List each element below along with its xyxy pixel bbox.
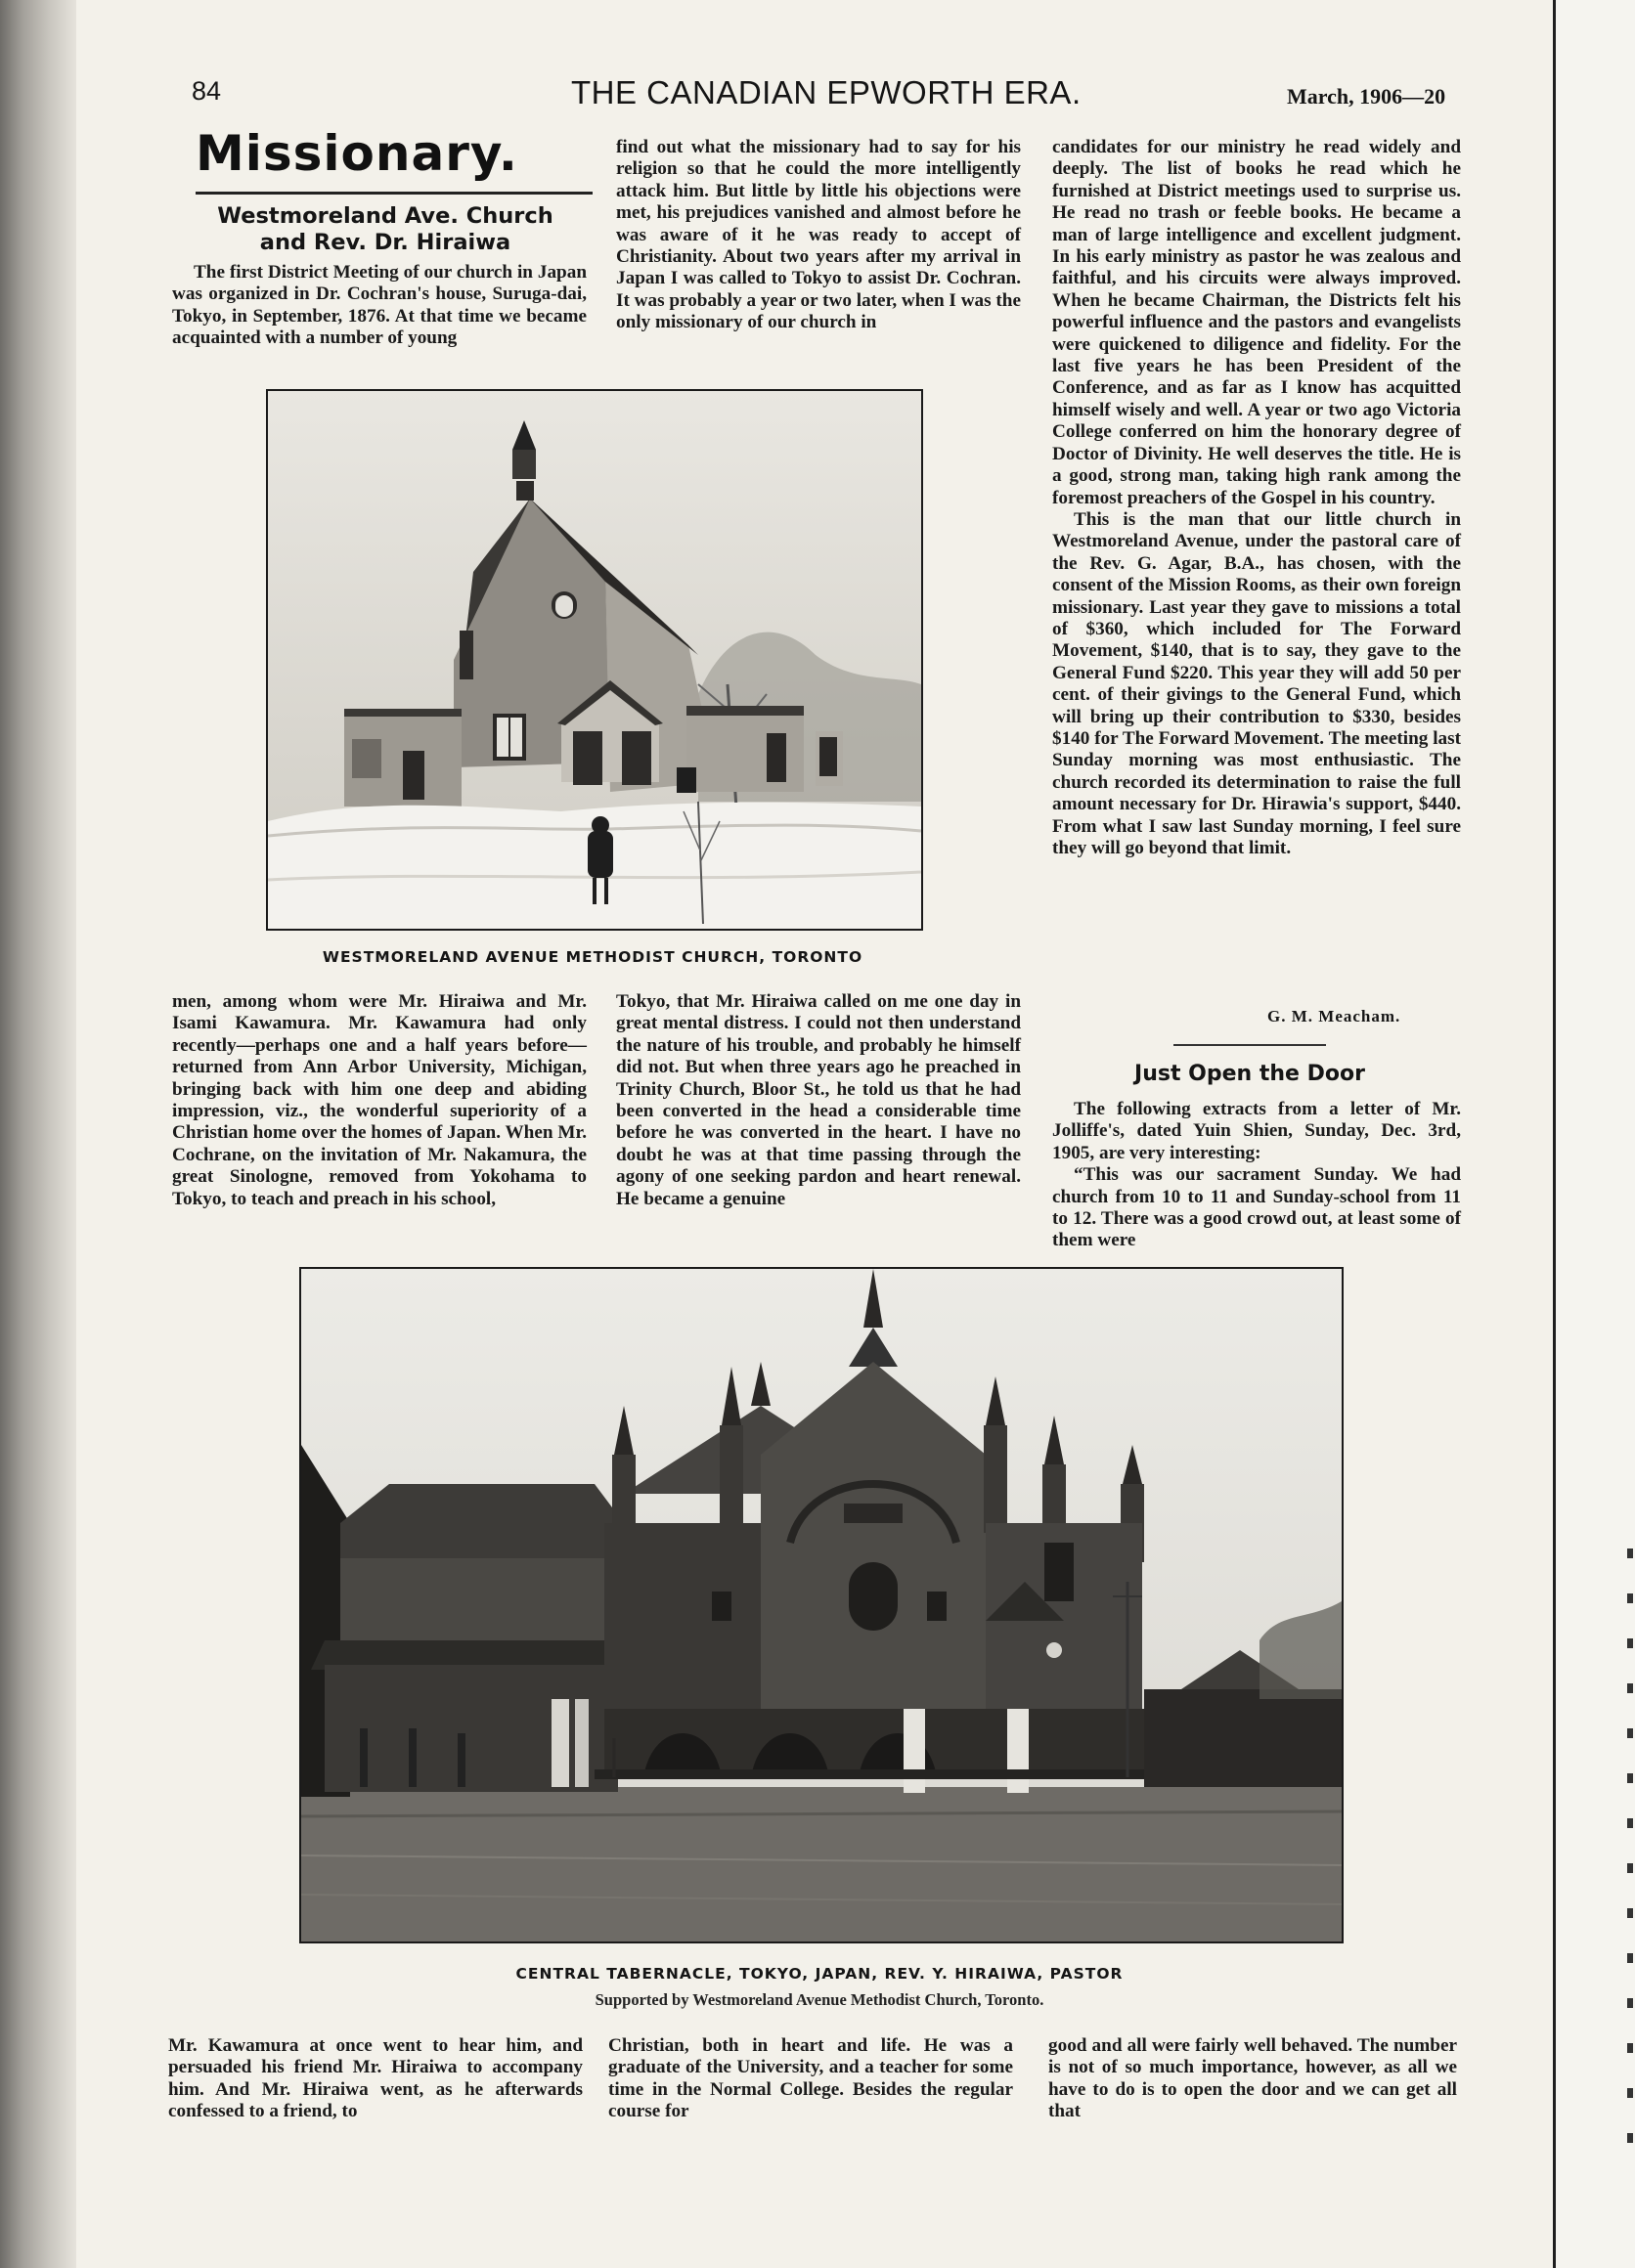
edge-mark (1627, 2133, 1633, 2143)
journal-title: THE CANADIAN EPWORTH ERA. (571, 74, 1082, 110)
edge-mark (1627, 2088, 1633, 2098)
next-page-edge (1553, 0, 1635, 2268)
issue-date: March, 1906—20 (1287, 84, 1446, 109)
column-1-middle (172, 991, 587, 1210)
paragraph: This is the man that our little church in Westmoreland Avenue, under the pastoral care of the Rev. G. Agar, B.A., has chosen, with the consent of the Mission Rooms, as their own foreign missionary. Last year they gave to missions a total of $360, which included for The Forward Movement, $140, that is to say, they gave to the General Fund $220. This year they will add 50 per cent. of their givings to the General Fund, which will bring up their contribution to $330, besides $140 for The Forward Movement. The meeting last Sunday morning was most enthusiastic. The church recorded its determination to raise the full amount necessary for Dr. Hirawia's support, $440. From what I saw last Sunday morning, I feel sure they will go beyond that limit. (1052, 508, 1461, 858)
column-2-bottom (608, 2035, 1013, 2123)
paragraph: good and all were fairly well behaved. The number is not of so much importance, however, as all we have to do is to open the door and we can get all that (1048, 2035, 1457, 2122)
photo-subcaption-tokyo: Supported by Westmoreland Avenue Methodist Church, Toronto. (595, 1990, 1044, 2009)
paragraph: The following extracts from a letter of Mr. Jolliffe's, dated Yuin Shien, Sunday, Dec. 3rd, 1905, are very interesting: (1052, 1099, 1461, 1163)
article-divider (1173, 1044, 1326, 1046)
page-number: 84 (192, 76, 222, 106)
church-photo-toronto (266, 389, 923, 931)
tabernacle-illustration (301, 1269, 1342, 1941)
section-rule (196, 192, 593, 195)
edge-mark (1627, 2043, 1633, 2053)
paragraph: Tokyo, that Mr. Hiraiwa called on me one day in great mental distress. I could not then understand the nature of his trouble, and probably he himself did not. But when three years ago he preached in Trinity Church, Bloor St., he told us that he had been converted in the head a considerable time before he was converted in the heart. I have no doubt he was at that time passing through the agony of one seeking pardon and heart renewal. He became a genuine (616, 991, 1021, 1209)
section-title: Missionary. (196, 125, 518, 182)
paragraph: “This was our sacrament Sunday. We had church from 10 to 11 and Sunday-school from 11 to 12. There was a good crowd out, at least some of them were (1052, 1164, 1461, 1251)
column-3-article-2 (1052, 1099, 1461, 1252)
edge-mark (1627, 1818, 1633, 1828)
edge-mark (1627, 1863, 1633, 1873)
column-1-top (172, 262, 587, 350)
column-1-bottom (168, 2035, 583, 2123)
edge-mark (1627, 1773, 1633, 1783)
paragraph: men, among whom were Mr. Hiraiwa and Mr. Isami Kawamura. Mr. Kawamura had only recently—perhaps one and a half years before—returned from Ann Arbor University, Michigan, bringing back with him one deep and abiding impression, viz., the wonderful superiority of a Christian home over the homes of Japan. When Mr. Cochrane, on the invitation of Mr. Nakamura, the great Sinologne, removed from Yokohama to Tokyo, to teach and preach in his school, (172, 991, 587, 1209)
headline-line-2: and Rev. Dr. Hiraiwa (259, 230, 511, 255)
photo-caption-toronto: WESTMORELAND AVENUE METHODIST CHURCH, TORONTO (322, 948, 863, 966)
edge-mark (1627, 1908, 1633, 1918)
edge-mark (1627, 1548, 1633, 1558)
edge-mark (1627, 1728, 1633, 1738)
article-2-headline: Just Open the Door (1134, 1062, 1365, 1086)
edge-mark (1627, 1683, 1633, 1693)
column-3-bottom (1048, 2035, 1457, 2123)
edge-mark (1627, 1953, 1633, 1963)
edge-mark (1627, 1593, 1633, 1603)
church-illustration (268, 391, 921, 929)
paragraph: The first District Meeting of our church in Japan was organized in Dr. Cochran's house, Suruga-dai, Tokyo, in September, 1876. At that time we became acquainted with a number of young (172, 262, 587, 349)
paragraph: candidates for our ministry he read widely and deeply. The list of books he read which he furnished at District meetings used to surprise us. He read no trash or feeble books. He became a man of large intelligence and excellent judgment. In his early ministry as pastor he was zealous and faithful, and his circuits were always improved. When he became Chairman, the Districts felt his powerful influence and the pastors and evangelists were quickened to diligence and fidelity. For the last five years he has been President of the Conference, and as far as I know has acquitted himself wisely and well. A year or two ago Victoria College conferred on him the honorary degree of Doctor of Divinity. He well deserves the title. He is a good, strong man, taking high rank among the foremost preachers of the Gospel in his country. (1052, 137, 1461, 508)
paragraph: find out what the missionary had to say for his religion so that he could the more intelligently attack him. But little by little his objections were met, his prejudices vanished and almost before he was aware of it he was ready to accept of Christianity. About two years after my arrival in Japan I was called to Tokyo to assist Dr. Cochran. It was probably a year or two later, when I was the only missionary of our church in (616, 137, 1021, 333)
article-headline (172, 203, 598, 256)
tabernacle-photo-tokyo (299, 1267, 1344, 1943)
headline-line-1: Westmoreland Ave. Church (217, 203, 553, 229)
column-2-middle (616, 991, 1021, 1210)
column-2-top (616, 137, 1021, 334)
photo-caption-tokyo: CENTRAL TABERNACLE, TOKYO, JAPAN, REV. Y. HIRAIWA, PASTOR (515, 1965, 1124, 1983)
column-3 (1052, 137, 1461, 859)
paragraph: Christian, both in heart and life. He was a graduate of the University, and a teacher for some time in the Normal College. Besides the regular course for (608, 2035, 1013, 2122)
edge-mark (1627, 1998, 1633, 2008)
book-binding-gutter (0, 0, 76, 2268)
paragraph: Mr. Kawamura at once went to hear him, and persuaded his friend Mr. Hiraiwa to accompany him. And Mr. Hiraiwa went, as he afterwards confessed to a friend, to (168, 2035, 583, 2122)
author-signature: G. M. Meacham. (1267, 1007, 1401, 1025)
edge-mark (1627, 1638, 1633, 1648)
